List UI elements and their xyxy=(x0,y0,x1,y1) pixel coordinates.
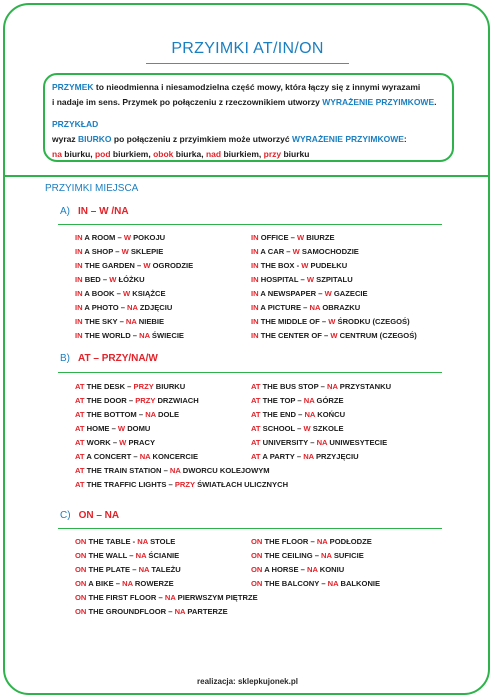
preposition-text: W xyxy=(328,317,336,326)
phrase-item xyxy=(251,273,417,287)
text-run: po połączeniu z przyimkiem może utworzyć xyxy=(111,134,292,144)
phrase-text: THE MIDDLE OF – xyxy=(258,317,329,326)
phrase-text: POKOJU xyxy=(130,233,166,242)
preposition-text: NA xyxy=(326,382,338,391)
preposition-text: NA xyxy=(174,607,186,616)
preposition-text: NA xyxy=(316,537,328,546)
preposition-text: ON xyxy=(251,551,263,560)
preposition-text: NA xyxy=(309,303,321,312)
phrase-item xyxy=(251,259,417,273)
group-name: IN – W /NA xyxy=(78,206,129,217)
phrase-text: A PHOTO – xyxy=(82,303,128,312)
highlighted-text: pod xyxy=(94,149,111,159)
preposition-text: NA xyxy=(303,452,314,461)
preposition-text: IN xyxy=(75,247,83,256)
phrase-text: SZPITALU xyxy=(314,275,353,284)
preposition-text: IN xyxy=(251,233,259,242)
text-run: i nadaje im sens. Przymek po połączeniu z rzeczownikiem utworzy xyxy=(52,97,323,107)
phrase-text: THE DESK – xyxy=(84,382,134,391)
phrase-item xyxy=(75,273,193,287)
text-run: wyraz xyxy=(52,134,78,144)
highlighted-text: BIURKO xyxy=(78,134,112,144)
phrase-text: ŚWIATŁACH ULICZNYCH xyxy=(194,480,289,489)
phrase-text: THE WORLD – xyxy=(82,331,140,340)
phrase-text: SCHOOL – xyxy=(260,424,304,433)
preposition-text: IN xyxy=(251,275,259,284)
phrase-item xyxy=(75,329,193,343)
preposition-text: AT xyxy=(251,382,261,391)
preposition-text: IN xyxy=(251,331,259,340)
phrase-item xyxy=(75,591,258,605)
group-a-left-column xyxy=(75,231,193,343)
phrase-text: THE CENTER OF – xyxy=(258,331,331,340)
phrase-text: UNIVERSITY – xyxy=(260,438,317,447)
phrase-text: GÓRZE xyxy=(314,396,344,405)
phrase-text: A SHOP – xyxy=(82,247,122,256)
text-run: . xyxy=(434,97,437,107)
phrase-text: GAZECIE xyxy=(331,289,368,298)
preposition-text: AT xyxy=(75,438,85,447)
group-c-left-column xyxy=(75,535,258,619)
phrase-item xyxy=(75,605,258,619)
phrase-text: PIERWSZYM PIĘTRZE xyxy=(175,593,258,602)
preposition-text: ON xyxy=(75,593,87,602)
phrase-item xyxy=(75,245,193,259)
group-rule-b xyxy=(58,372,442,373)
phrase-text: OFFICE – xyxy=(258,233,297,242)
preposition-text: W xyxy=(117,424,126,433)
phrase-text: DOMU xyxy=(125,424,151,433)
phrase-text: OGRODZIE xyxy=(150,261,194,270)
preposition-text: ON xyxy=(75,579,87,588)
preposition-text: NA xyxy=(135,551,147,560)
preposition-text: ON xyxy=(75,565,87,574)
phrase-text: KONCERCIE xyxy=(150,452,199,461)
preposition-text: AT xyxy=(75,424,85,433)
phrase-item xyxy=(75,549,258,563)
phrase-text: THE DOOR – xyxy=(84,396,136,405)
phrase-item xyxy=(75,287,193,301)
preposition-text: ON xyxy=(75,607,87,616)
preposition-text: IN xyxy=(251,289,259,298)
highlighted-text: WYRAŻENIE PRZYIMKOWE xyxy=(322,97,435,107)
preposition-text: NA xyxy=(139,452,151,461)
phrase-item xyxy=(75,464,288,478)
highlighted-text: na xyxy=(52,149,62,159)
phrase-text: THE FLOOR – xyxy=(262,537,317,546)
text-run: biurkiem, xyxy=(221,149,264,159)
phrase-text: NIEBIE xyxy=(136,317,165,326)
phrase-text: SZKOLE xyxy=(310,424,344,433)
phrase-text: PRZYSTANKU xyxy=(337,382,392,391)
phrase-text: THE TRAFFIC LIGHTS – xyxy=(84,480,175,489)
phrase-text: CENTRUM (CZEGOŚ) xyxy=(337,331,417,340)
phrase-item xyxy=(251,563,380,577)
preposition-text: ON xyxy=(251,565,263,574)
phrase-text: SUFICIE xyxy=(331,551,364,560)
phrase-text: THE TRAIN STATION – xyxy=(84,466,170,475)
phrase-item xyxy=(251,329,417,343)
phrase-text: THE BALCONY – xyxy=(262,579,328,588)
title-underline xyxy=(146,63,349,64)
phrase-text: A PICTURE – xyxy=(258,303,310,312)
preposition-text: W xyxy=(292,247,300,256)
phrase-text: THE BOX - xyxy=(258,261,302,270)
text-run: : xyxy=(403,134,407,144)
phrase-item xyxy=(75,315,193,329)
phrase-text: PARTERZE xyxy=(185,607,228,616)
phrase-text: SAMOCHODZIE xyxy=(299,247,359,256)
phrase-text: THE BUS STOP – xyxy=(260,382,327,391)
phrase-item xyxy=(251,450,391,464)
phrase-text: THE GARDEN – xyxy=(82,261,144,270)
phrase-item xyxy=(251,287,417,301)
phrase-text: A PARTY – xyxy=(260,452,304,461)
phrase-text: WORK – xyxy=(84,438,120,447)
phrase-text: THE END – xyxy=(260,410,305,419)
text-run: to nieodmienna i niesamodzielna część mowy, która łączy się z innymi wyrazami xyxy=(93,82,421,92)
phrase-text: BED – xyxy=(82,275,110,284)
text-run: biurkiem, xyxy=(110,149,154,159)
definition-box xyxy=(43,73,454,162)
phrase-text: PRZYJĘCIU xyxy=(313,452,359,461)
preposition-text: W xyxy=(306,275,315,284)
preposition-text: AT xyxy=(251,396,261,405)
group-rule-a xyxy=(58,224,442,225)
preposition-text: NA xyxy=(316,438,328,447)
footer-credit: realizacja: sklepkujonek.pl xyxy=(197,677,298,686)
phrase-text: BIURKU xyxy=(153,382,186,391)
phrase-text: PUDEŁKU xyxy=(308,261,348,270)
group-a-right-column xyxy=(251,231,417,343)
preposition-text: W xyxy=(122,289,131,298)
phrase-text: A NEWSPAPER – xyxy=(258,289,325,298)
phrase-text: THE WALL – xyxy=(86,551,136,560)
phrase-text: A BOOK – xyxy=(82,289,123,298)
preposition-text: AT xyxy=(251,410,261,419)
group-b-right-column xyxy=(251,380,391,464)
phrase-text: THE TABLE - xyxy=(86,537,138,546)
preposition-text: NA xyxy=(122,579,133,588)
group-letter: A) xyxy=(60,206,70,217)
phrase-text: KSIĄŻCE xyxy=(130,289,166,298)
group-name: ON – NA xyxy=(78,510,120,521)
preposition-text: ON xyxy=(75,551,87,560)
preposition-text: NA xyxy=(304,410,316,419)
preposition-text: PRZY xyxy=(174,480,195,489)
definition-line-1 xyxy=(52,80,445,95)
phrase-text: HOME – xyxy=(84,424,118,433)
page-title: PRZYIMKI AT/IN/ON xyxy=(171,40,324,57)
phrase-text: A CONCERT – xyxy=(84,452,140,461)
phrase-item xyxy=(251,408,391,422)
section-divider xyxy=(5,175,490,177)
preposition-text: IN xyxy=(251,261,259,270)
phrase-text: ŚCIANIE xyxy=(146,551,180,560)
phrase-item xyxy=(75,301,193,315)
preposition-text: W xyxy=(119,438,127,447)
phrase-text: ZDJĘCIU xyxy=(137,303,173,312)
preposition-text: AT xyxy=(75,396,85,405)
phrase-text: PODŁODZE xyxy=(327,537,372,546)
preposition-text: W xyxy=(324,289,332,298)
preposition-text: NA xyxy=(327,579,339,588)
phrase-text: KOŃCU xyxy=(315,410,346,419)
group-letter: C) xyxy=(60,510,71,521)
preposition-text: NA xyxy=(303,396,315,405)
phrase-item xyxy=(251,315,417,329)
phrase-text: ROWERZE xyxy=(132,579,174,588)
phrase-text: THE BOTTOM – xyxy=(84,410,146,419)
phrase-text: OBRAZKU xyxy=(320,303,361,312)
preposition-text: AT xyxy=(75,410,85,419)
preposition-text: ON xyxy=(251,537,263,546)
highlighted-text: PRZYMEK xyxy=(52,82,94,92)
example-line-2 xyxy=(52,147,445,162)
phrase-item xyxy=(251,245,417,259)
phrase-text: A ROOM – xyxy=(82,233,124,242)
highlighted-text: obok xyxy=(153,149,174,159)
group-heading-a xyxy=(60,206,129,217)
preposition-text: ON xyxy=(75,537,87,546)
preposition-text: AT xyxy=(251,452,261,461)
phrase-text: THE FIRST FLOOR – xyxy=(86,593,165,602)
phrase-text: HOSPITAL – xyxy=(258,275,307,284)
group-heading-b xyxy=(60,353,158,364)
preposition-text: AT xyxy=(251,424,261,433)
preposition-text: W xyxy=(303,424,311,433)
group-rule-c xyxy=(58,528,442,529)
phrase-text: THE GROUNDFLOOR – xyxy=(86,607,175,616)
phrase-item xyxy=(75,231,193,245)
group-letter: B) xyxy=(60,353,70,364)
preposition-text: IN xyxy=(251,247,259,256)
phrase-text: DRZWIACH xyxy=(155,396,199,405)
text-run: biurka, xyxy=(173,149,206,159)
phrase-item xyxy=(75,577,258,591)
group-heading-c xyxy=(60,510,119,521)
text-run: biurku, xyxy=(61,149,95,159)
phrase-text: ŚWIECIE xyxy=(149,331,184,340)
highlighted-text: WYRAŻENIE PRZYIMKOWE xyxy=(291,134,404,144)
preposition-text: NA xyxy=(137,537,148,546)
preposition-text: IN xyxy=(75,275,83,284)
preposition-text: IN xyxy=(75,303,83,312)
example-label: PRZYKŁAD xyxy=(52,119,99,129)
preposition-text: W xyxy=(123,233,131,242)
preposition-text: NA xyxy=(127,303,138,312)
preposition-text: AT xyxy=(75,466,85,475)
phrase-text: BALKONIE xyxy=(338,579,381,588)
group-name: AT – PRZY/NA/W xyxy=(78,353,158,364)
phrase-text: DWORCU KOLEJOWYM xyxy=(180,466,270,475)
phrase-text: THE PLATE – xyxy=(86,565,139,574)
preposition-text: IN xyxy=(75,261,83,270)
phrase-text: THE SKY – xyxy=(82,317,126,326)
phrase-item xyxy=(251,436,391,450)
phrase-text: ŁÓŻKU xyxy=(116,275,145,284)
highlighted-text: nad xyxy=(205,149,222,159)
phrase-item xyxy=(251,577,380,591)
phrase-text: PRACY xyxy=(126,438,156,447)
phrase-text: THE CEILING – xyxy=(262,551,322,560)
text-run: biurku xyxy=(281,149,310,159)
phrase-text: STOLE xyxy=(147,537,176,546)
phrase-text: UNIWESYTECIE xyxy=(327,438,388,447)
preposition-text: AT xyxy=(251,438,261,447)
phrase-text: THE TOP – xyxy=(260,396,304,405)
highlighted-text: przy xyxy=(263,149,282,159)
preposition-text: W xyxy=(109,275,117,284)
phrase-item xyxy=(75,563,258,577)
preposition-text: IN xyxy=(75,317,83,326)
phrase-text: A HORSE – xyxy=(262,565,307,574)
preposition-text: W xyxy=(121,247,129,256)
preposition-text: W xyxy=(301,261,309,270)
preposition-text: NA xyxy=(125,317,137,326)
preposition-text: W xyxy=(297,233,305,242)
phrase-item xyxy=(251,231,417,245)
preposition-text: AT xyxy=(75,480,85,489)
preposition-text: AT xyxy=(75,452,85,461)
phrase-item xyxy=(251,380,391,394)
group-c-right-column xyxy=(251,535,380,591)
preposition-text: NA xyxy=(145,410,156,419)
phrase-text: A CAR – xyxy=(258,247,293,256)
definition-line-2 xyxy=(52,95,445,110)
phrase-text: DOLE xyxy=(155,410,180,419)
preposition-text: IN xyxy=(251,303,259,312)
preposition-text: IN xyxy=(75,331,83,340)
preposition-text: AT xyxy=(75,382,85,391)
phrase-text: TALEŻU xyxy=(149,565,181,574)
phrase-item xyxy=(75,478,288,492)
preposition-text: NA xyxy=(306,565,318,574)
preposition-text: PRZY xyxy=(135,396,156,405)
preposition-text: PRZY xyxy=(133,382,154,391)
phrase-text: A BIKE – xyxy=(86,579,123,588)
preposition-text: IN xyxy=(251,317,259,326)
preposition-text: ON xyxy=(251,579,263,588)
phrase-item xyxy=(251,301,417,315)
preposition-text: IN xyxy=(75,289,83,298)
preposition-text: NA xyxy=(321,551,332,560)
preposition-text: NA xyxy=(164,593,176,602)
phrase-item xyxy=(251,422,391,436)
preposition-text: NA xyxy=(169,466,181,475)
phrase-text: ŚRODKU (CZEGOŚ) xyxy=(335,317,410,326)
example-line-1 xyxy=(52,132,445,147)
phrase-item xyxy=(75,259,193,273)
preposition-text: NA xyxy=(139,331,150,340)
preposition-text: W xyxy=(143,261,151,270)
phrase-item xyxy=(251,394,391,408)
preposition-text: NA xyxy=(138,565,150,574)
phrase-item xyxy=(75,535,258,549)
phrase-text: BIURZE xyxy=(304,233,335,242)
phrase-text: SKLEPIE xyxy=(128,247,164,256)
phrase-item xyxy=(251,549,380,563)
phrase-text: KONIU xyxy=(317,565,345,574)
preposition-text: IN xyxy=(75,233,83,242)
phrase-item xyxy=(251,535,380,549)
preposition-text: W xyxy=(330,331,338,340)
section-label: PRZYIMKI MIEJSCA xyxy=(45,183,139,194)
